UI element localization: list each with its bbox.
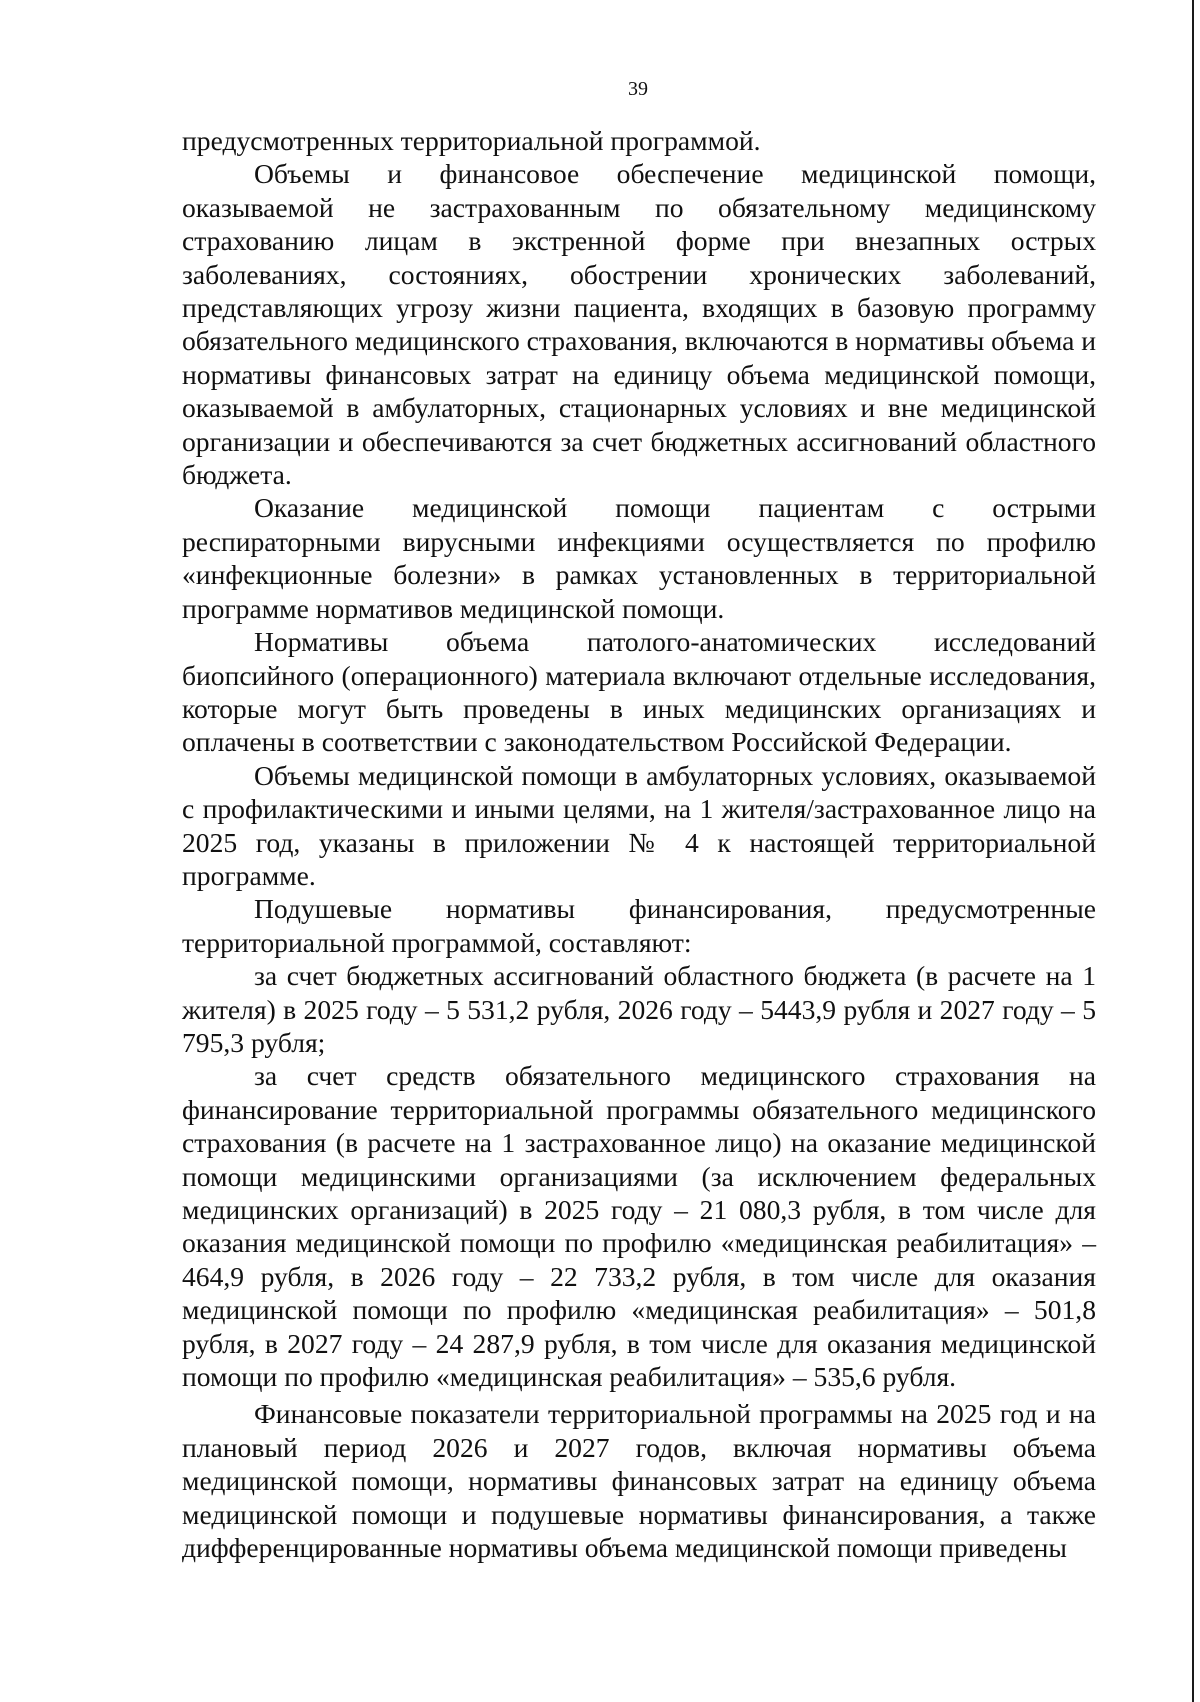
paragraph-continuation: предусмотренных территориальной программой. (182, 125, 761, 156)
paragraph-pathology-research: Нормативы объема патолого-анатомических исследований биопсийного (операционного) материала включают отдельные исследования, которые могут быть проведены в иных медицинских организациях и оплачены в соответствии с законодательством Российской Федерации. (182, 626, 1096, 758)
paragraph-uninsured-emergency-care: Объемы и финансовое обеспечение медицинской помощи, оказываемой не застрахованным по обязательному медицинскому страхованию лицам в экстренной форме при внезапных острых заболеваниях, состояниях, обострении хронических заболеваний, представляющих угрозу жизни пациента, входящих в базовую программу обязательного медицинского страхования, включаются в нормативы объема и нормативы финансовых затрат на единицу объема медицинской помощи, оказываемой в амбулаторных, стационарных условиях и вне медицинской организации и обеспечиваются за счет бюджетных ассигнований областного бюджета. (182, 158, 1097, 491)
scan-edge-line (1192, 0, 1194, 1702)
page-number: 39 (628, 78, 648, 100)
paragraph-outpatient-volumes: Объемы медицинской помощи в амбулаторных условиях, оказываемой с профилактическими и иными целями, на 1 жителя/застрахованное лицо на 2025 год, указаны в приложении № 4 к настоящей территориальной программе. (182, 759, 1096, 891)
paragraph-regional-budget-norms: за счет бюджетных ассигнований областного бюджета (в расчете на 1 жителя) в 2025 году – 5 531,2 рубля, 2026 году – 5443,9 рубля и 2027 году – 5 795,3 рубля; (182, 960, 1096, 1058)
paragraph-per-capita-norms: Подушевые нормативы финансирования, предусмотренные территориальной программой, составляют: (182, 893, 1096, 958)
paragraph-oms-norms: за счет средств обязательного медицинского страхования на финансирование территориальной программы обязательного медицинского страхования (в расчете на 1 застрахованное лицо) на оказание медицинской помощи медицинскими организациями (за исключением федеральных медицинских организаций) в 2025 году – 21 080,3 рубля, в том числе для оказания медицинской помощи по профилю «медицинская реабилитация» – 464,9 рубля, в 2026 году – 22 733,2 рубля, в том числе для оказания медицинской помощи по профилю «медицинская реабилитация» – 501,8 рубля, в 2027 году – 24 287,9 рубля, в том числе для оказания медицинской помощи по профилю «медицинская реабилитация» – 535,6 рубля. (182, 1060, 1096, 1393)
paragraph-financial-indicators: Финансовые показатели территориальной программы на 2025 год и на плановый период 2026 и 2027 годов, включая нормативы объема медицинской помощи, нормативы финансовых затрат на единицу объема медицинской помощи и подушевые нормативы финансирования, а также дифференцированные нормативы объема медицинской помощи приведены (182, 1398, 1096, 1564)
document-body (182, 124, 1096, 1564)
paragraph-respiratory-infections: Оказание медицинской помощи пациентам с острыми респираторными вирусными инфекциями осуществляется по профилю «инфекционные болезни» в рамках установленных в территориальной программе нормативов медицинской помощи. (182, 492, 1096, 624)
